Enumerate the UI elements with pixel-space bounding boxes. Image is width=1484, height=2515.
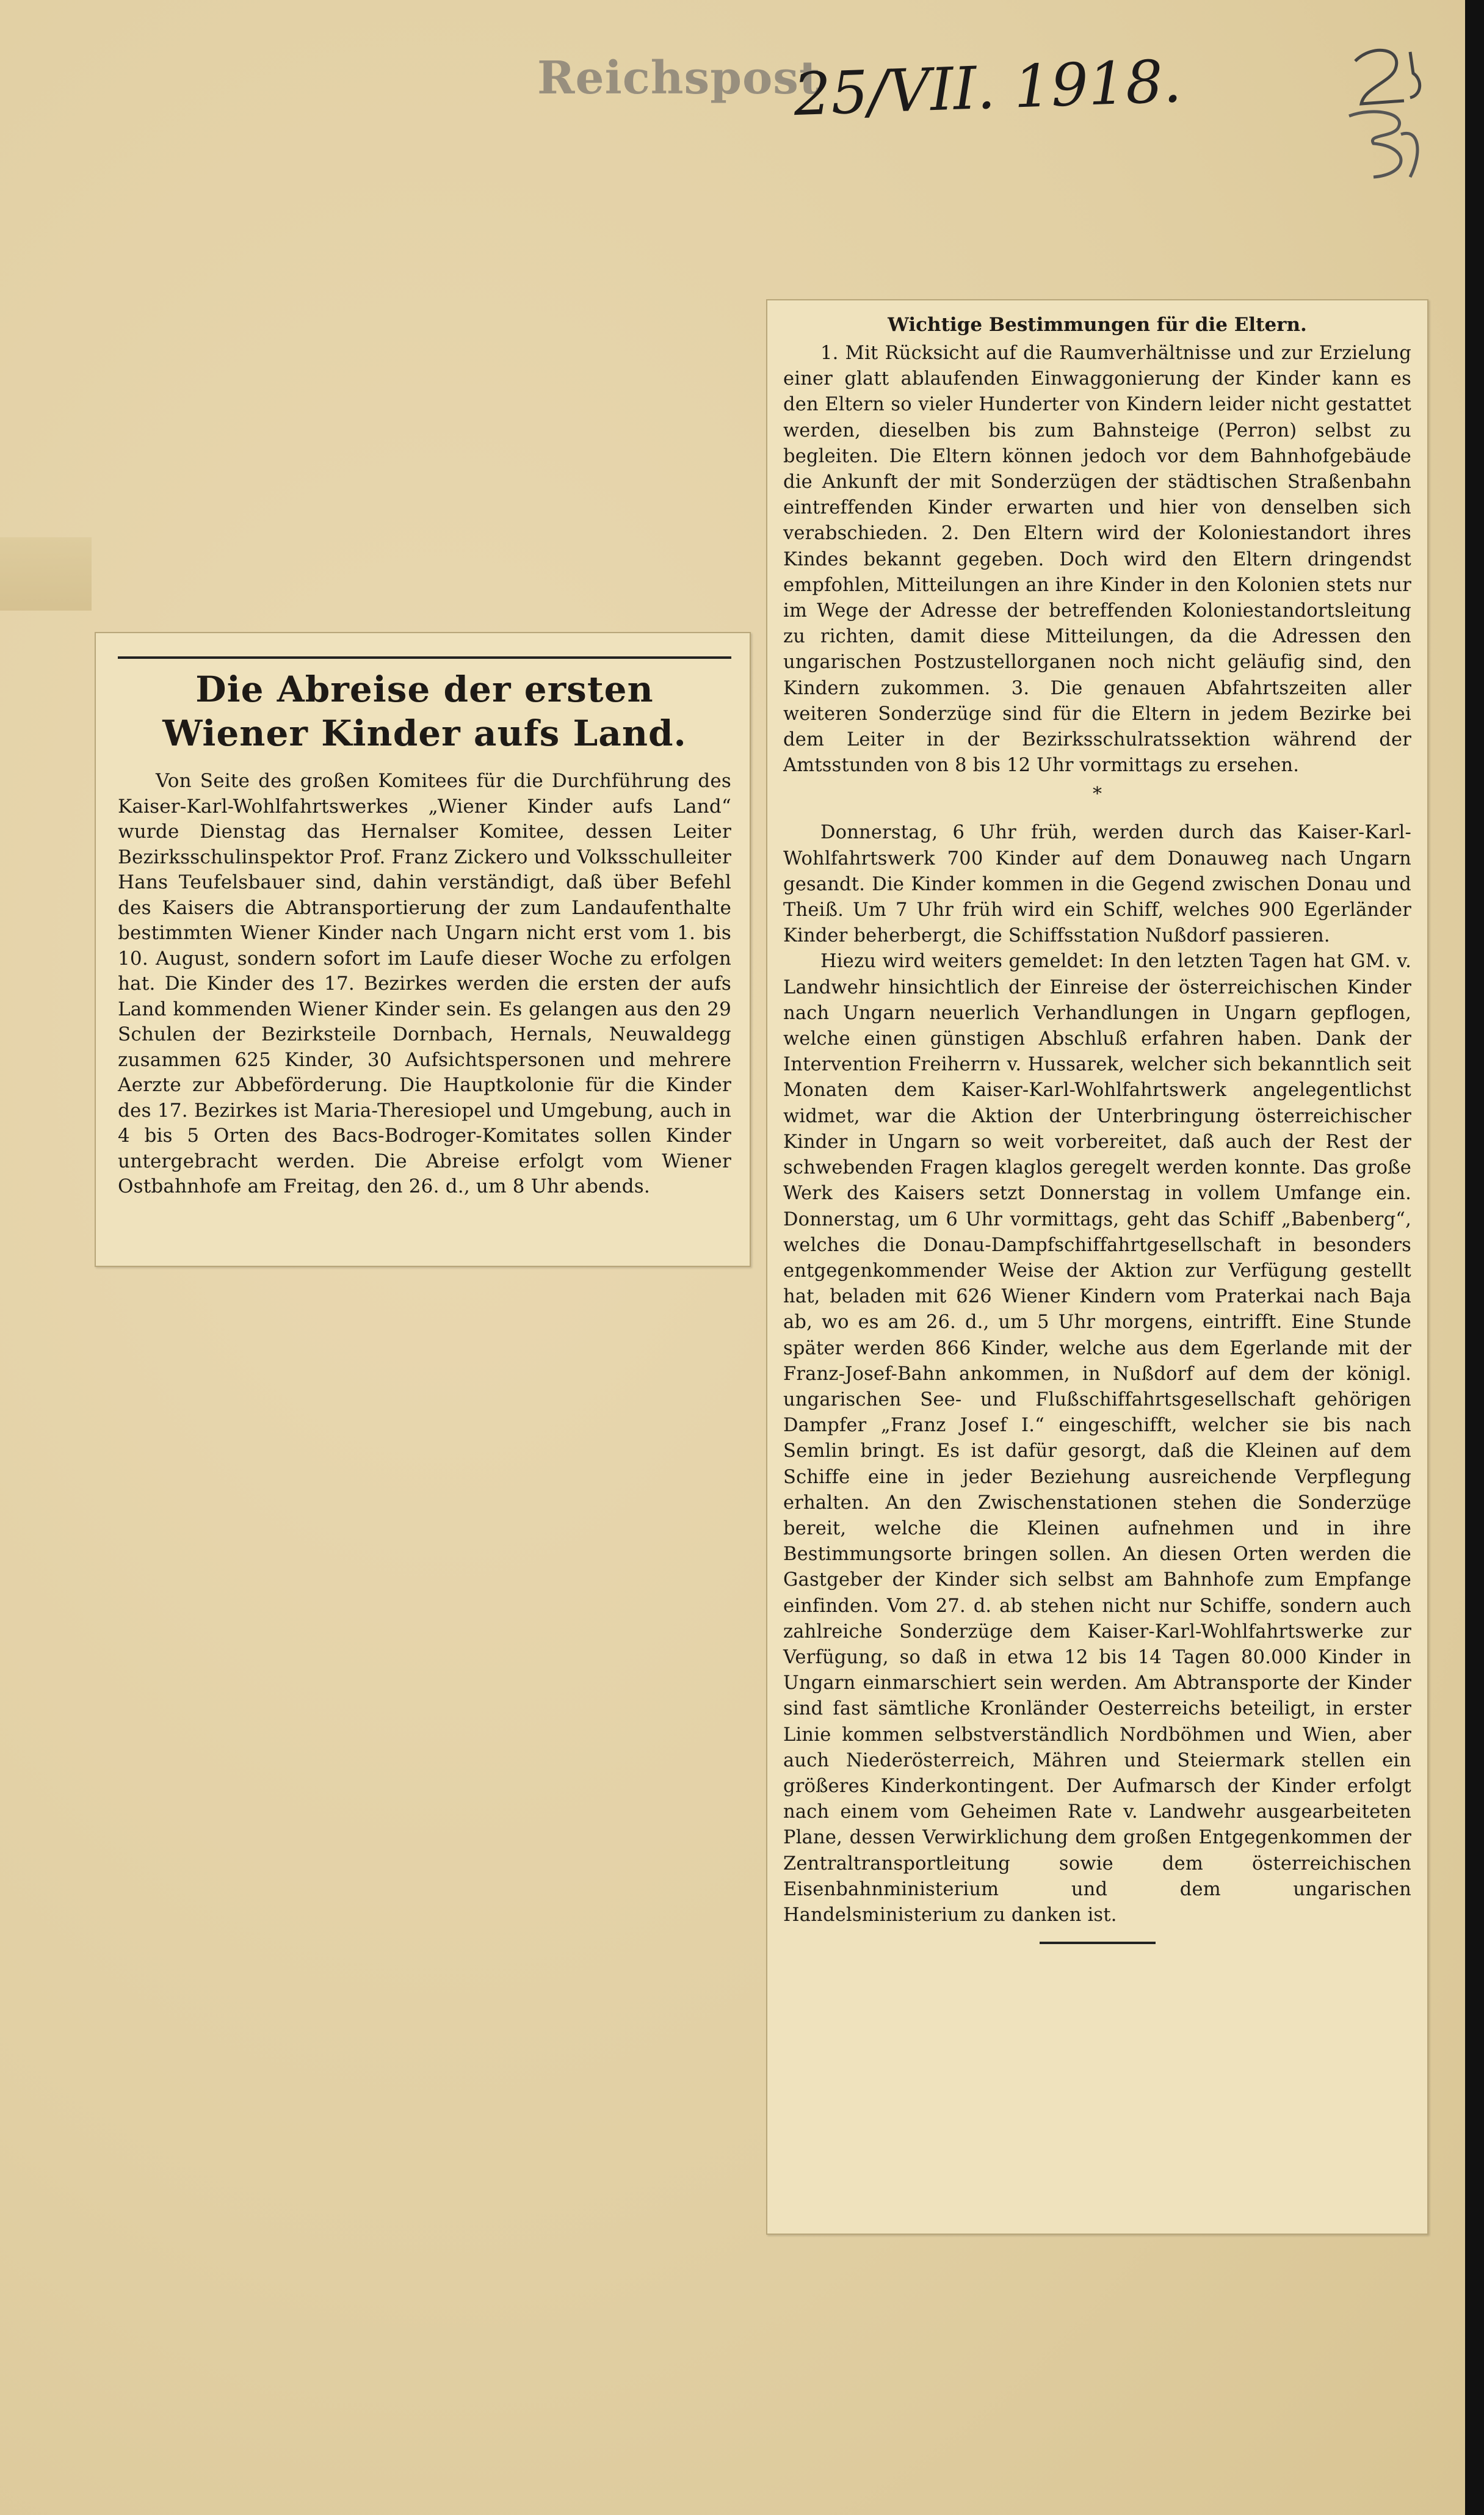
archive-number-scribble — [1337, 37, 1428, 183]
paragraph-regulations: 1. Mit Rücksicht auf die Raumverhältnisse und zur Erzielung einer glatt ablaufenden Einwaggonierung der Kinder kann es den Eltern so vieler Hunderter von Kindern leider nicht gestattet werden, dieselben bis zum Bahnsteige (Perron) selbst zu begleiten. Die Eltern können jedoch vor dem Bahnhofgebäude die Ankunft der mit Sonderzügen der städtischen Straßenbahn eintreffenden Kinder erwarten und hier von denselben sich verabschieden. 2. Den Eltern wird der Koloniestandort ihres Kindes bekannt gegeben. Doch wird den Eltern dringendst empfohlen, Mitteilungen an ihre Kinder in den Kolonien stets nur im Wege der Adresse der betreffenden Koloniestandortsleitung zu richten, damit diese Mitteilungen, da die Adressen den ungarischen Postzustellorganen noch nicht geläufig sind, den Kindern zukommen. 3. Die genauen Abfahrtszeiten aller weiteren Sonderzüge sind für die Eltern in jedem Bezirke bei dem Leiter in der Bezirksschulratssektion während der Amtsstunden von 8 bis 12 Uhr vormittags zu ersehen. — [783, 343, 1411, 777]
article-clipping-left — [95, 632, 751, 1267]
article-body: Von Seite des großen Komitees für die Durchführung des Kaiser-Karl-Wohlfahrtswerkes „Wiener Kinder aufs Land“ wurde Dienstag das Hernalser Komitee, dessen Leiter Bezirksschulinspektor Prof. Franz Zickero und Volksschulleiter Hans Teufelsbauer sind, dahin verständigt, daß über Befehl des Kaisers die Abtransportierung der zum Landaufenthalte bestimmten Wiener Kinder nach Ungarn nicht erst vom 1. bis 10. August, sondern sofort im Laufe dieser Woche zu erfolgen hat. Die Kinder des 17. Bezirkes werden die ersten der aufs Land kommenden Wiener Kinder sein. Es gelangen aus den 29 Schulen der Bezirksteile Dornbach, Hernals, Neuwaldegg zusammen 625 Kinder, 30 Aufsichtspersonen und mehrere Aerzte zur Abbeförderung. Die Hauptkolonie für die Kinder des 17. Bezirkes ist Maria-Theresiopel und Umgebung, auch in 4 bis 5 Orten des Bacs-Bodroger-Komitates sollen Kinder untergebracht werden. Die Abreise erfolgt vom Wiener Ostbahnhofe am Freitag, den 26. d., um 8 Uhr abends. — [118, 770, 731, 1197]
article-clipping-right — [766, 299, 1428, 2235]
paragraph-danube-transport: Donnerstag, 6 Uhr früh, werden durch das Kaiser-Karl-Wohlfahrtswerk 700 Kinder auf dem Donauweg nach Ungarn gesandt. Die Kinder kommen in die Gegend zwischen Donau und Theiß. Um 7 Uhr früh wird ein Schiff, welches 900 Egerländer Kinder beherbergt, die Schiffsstation Nußdorf passieren. — [783, 822, 1411, 947]
end-rule — [1040, 1942, 1156, 1944]
newspaper-masthead-stamp: Reichspost — [537, 52, 821, 104]
section-title: Wichtige Bestimmungen für die Eltern. — [888, 314, 1307, 336]
paragraph-report: Hiezu wird weiters gemeldet: In den letzten Tagen hat GM. v. Landwehr hinsichtlich der Einreise der österreichischen Kinder nach Ungarn neuerlich Verhandlungen in Ungarn gepflogen, welche einen günstigen Abschluß erfahren haben. Dank der Intervention Freiherrn v. Hussarek, welcher sich bekanntlich seit Monaten dem Kaiser-Karl-Wohlfahrtswerk angelegentlichst widmet, war die Aktion der Unterbringung österreichischer Kinder in Ungarn so weit vorbereitet, daß auch der Rest der schwebenden Fragen klaglos geregelt werden konnte. Das große Werk des Kaisers setzt Donnerstag in vollem Umfange ein. Donnerstag, um 6 Uhr vormittags, geht das Schiff „Babenberg“, welches die Donau-Dampfschiffahrtgesellschaft in besonders entgegenkommender Weise der Aktion zur Verfügung gestellt hat, beladen mit 626 Wiener Kindern vom Praterkai nach Baja ab, wo es am 26. d., um 5 Uhr morgens, eintrifft. Eine Stunde später werden 866 Kinder, welche aus dem Egerlande mit der Franz-Josef-Bahn ankommen, in Nußdorf auf dem der königl. ungarischen See- und Flußschiffahrtsgesellschaft gehörigen Dampfer „Franz Josef I.“ eingeschifft, welcher sie bis nach Semlin bringt. Es ist dafür gesorgt, daß die Kleinen auf dem Schiffe eine in jeder Beziehung ausreichende Verpflegung erhalten. An den Zwischenstationen stehen die Sonderzüge bereit, welche die Kleinen aufnehmen und in ihre Bestimmungsorte bringen sollen. An diesen Orten werden die Gastgeber der Kinder sich selbst am Bahnhofe zum Empfange einfinden. Vom 27. d. ab stehen nicht nur Schiffe, sondern auch zahlreiche Sonderzüge dem Kaiser-Karl-Wohlfahrtswerke zur Verfügung, so daß in etwa 12 bis 14 Tagen 80.000 Kinder in Ungarn einmarschiert sein werden. Am Abtransporte der Kinder sind fast sämtliche Kronländer Oesterreichs beteiligt, in erster Linie kommen selbstverständlich Nordböhmen und Wien, aber auch Niederösterreich, Mähren und Steiermark stellen ein größeres Kinderkontingent. Der Aufmarsch der Kinder erfolgt nach einem vom Geheimen Rate v. Landwehr ausgearbeiteten Plane, dessen Verwirklichung dem großen Entgegenkommen der Zentraltransportleitung sowie dem österreichischen Eisenbahnministerium und dem ungarischen Handelsministerium zu danken ist. — [783, 951, 1411, 1926]
article-headline: Die Abreise der ersten Wiener Kinder aufs Land. — [118, 656, 731, 755]
scan-edge — [1465, 0, 1484, 2515]
handwritten-archive-number — [1337, 37, 1428, 183]
section-separator: * — [1093, 783, 1102, 805]
paper-tear — [0, 537, 92, 611]
handwritten-date: 25/VII. 1918. — [792, 46, 1183, 129]
